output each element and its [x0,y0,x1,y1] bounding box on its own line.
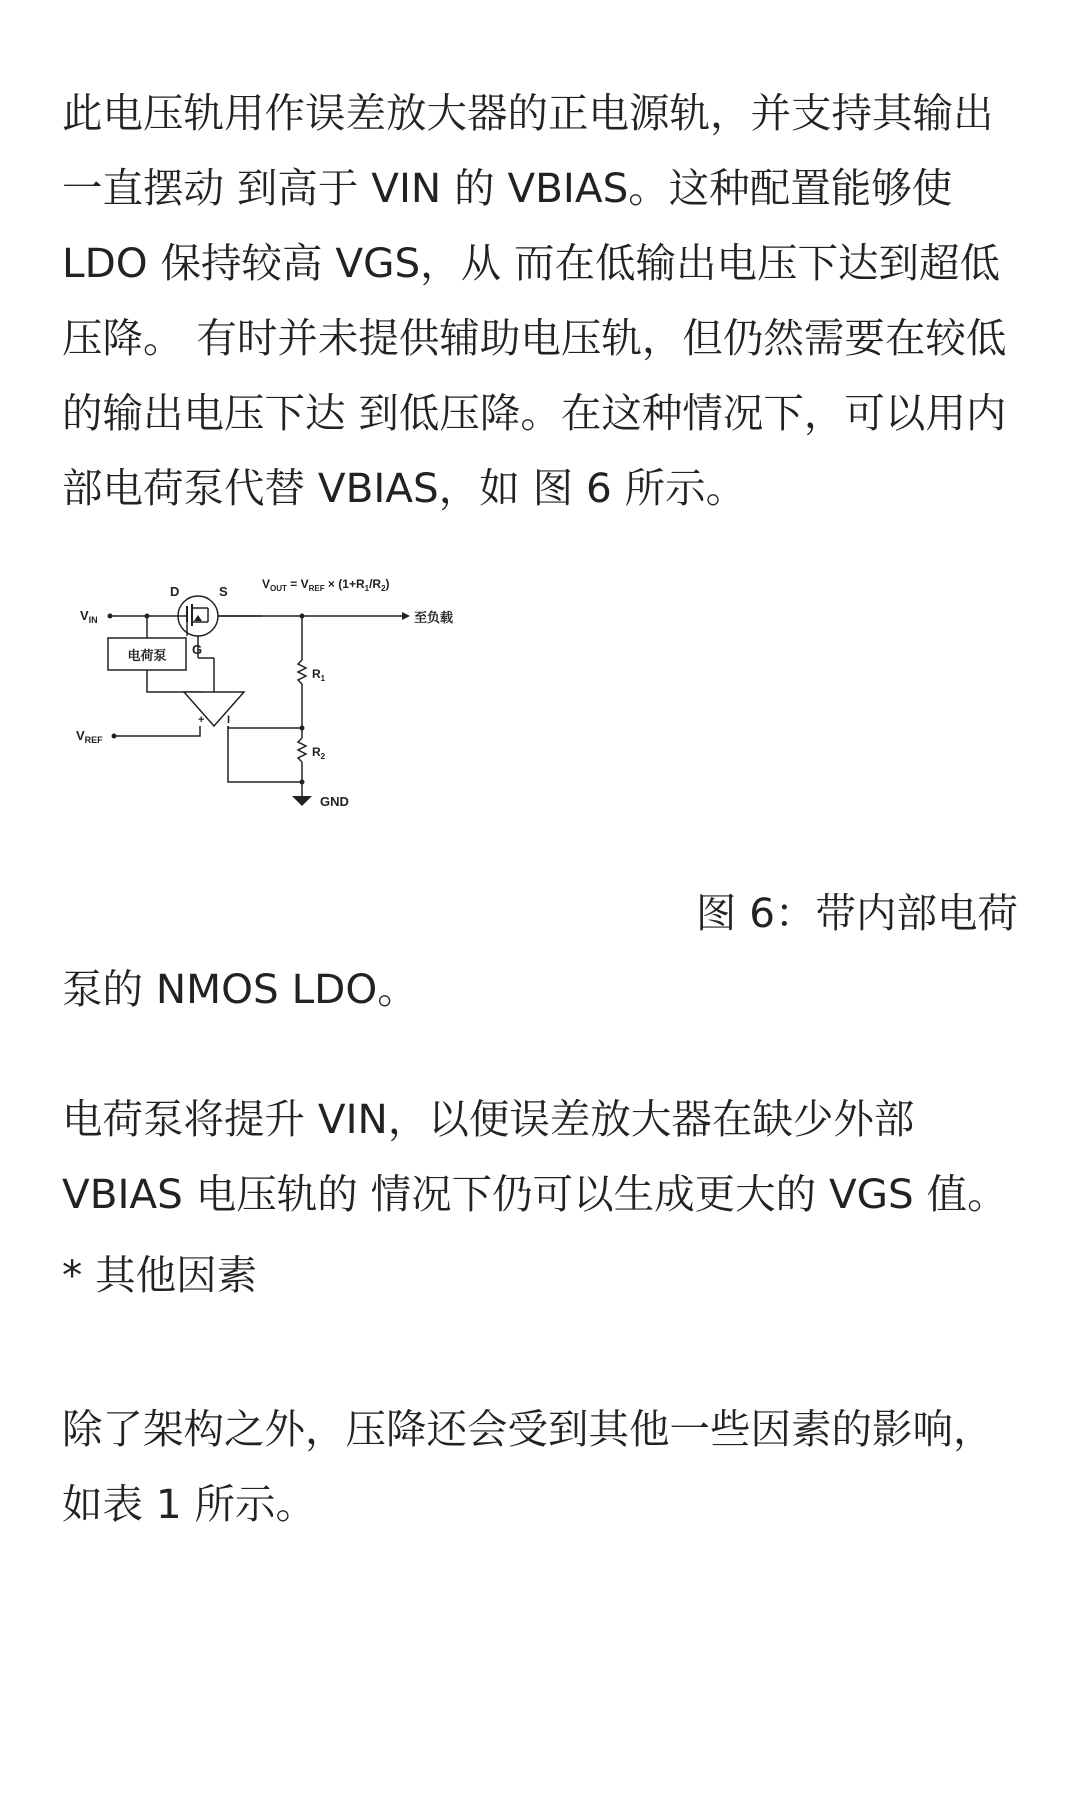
other-factors-paragraph: 除了架构之外，压降还会受到其他一些因素的影响，如表 1 所示。 [62,1405,994,1528]
nmos-ldo-schematic [62,560,482,830]
to-load-label: 至负载 [414,610,454,625]
charge-pump-label: 电荷泵 [127,648,167,663]
intro-paragraph: 此电压轨用作误差放大器的正电源轨，并支持其输出一直摆动 到高于 VIN 的 VBIAS。这种配置能够使 LDO 保持较高 VGS，从 而在低输出电压下达到超低压降。 有时并未提供辅助电压轨，但仍然需要在较低的输出电压下达 到低压降。在这种情况下，可以用内部电荷泵代替 VBIAS，如 图 6 所示。 [62,89,1007,512]
section-heading: * 其他因素 [62,1251,258,1299]
resistor-r1 [298,660,306,684]
gnd-label: GND [320,794,349,809]
r1-label: $R_1$ [312,667,326,683]
gate-label: G [192,642,203,657]
output-arrow [402,612,410,620]
charge-pump-paragraph: 电荷泵将提升 VIN，以便误差放大器在缺少外部 VBIAS 电压轨的 情况下仍可以生成更大的 VGS 值。 [62,1095,1008,1218]
figure-caption-line1: 图 6：带内部电荷 [695,889,1018,937]
drain-label: D [170,584,180,599]
vin-label: $V_{IN}$ [80,608,98,625]
amp-minus: I [227,714,231,726]
ground-symbol [292,796,312,806]
source-label: S [219,584,228,599]
amp-plus: + [198,714,205,726]
vout-formula: $V_{OUT} = V_{REF} \times (1+R_1/R_2)$ [262,577,390,593]
figure-caption-line2: 泵的 NMOS LDO。 [62,965,418,1013]
error-amplifier [184,692,244,726]
vref-label: $V_{REF}$ [76,728,103,745]
resistor-r2 [298,738,306,762]
schematic-svg [62,560,482,830]
r2-label: $R_2$ [312,745,326,761]
